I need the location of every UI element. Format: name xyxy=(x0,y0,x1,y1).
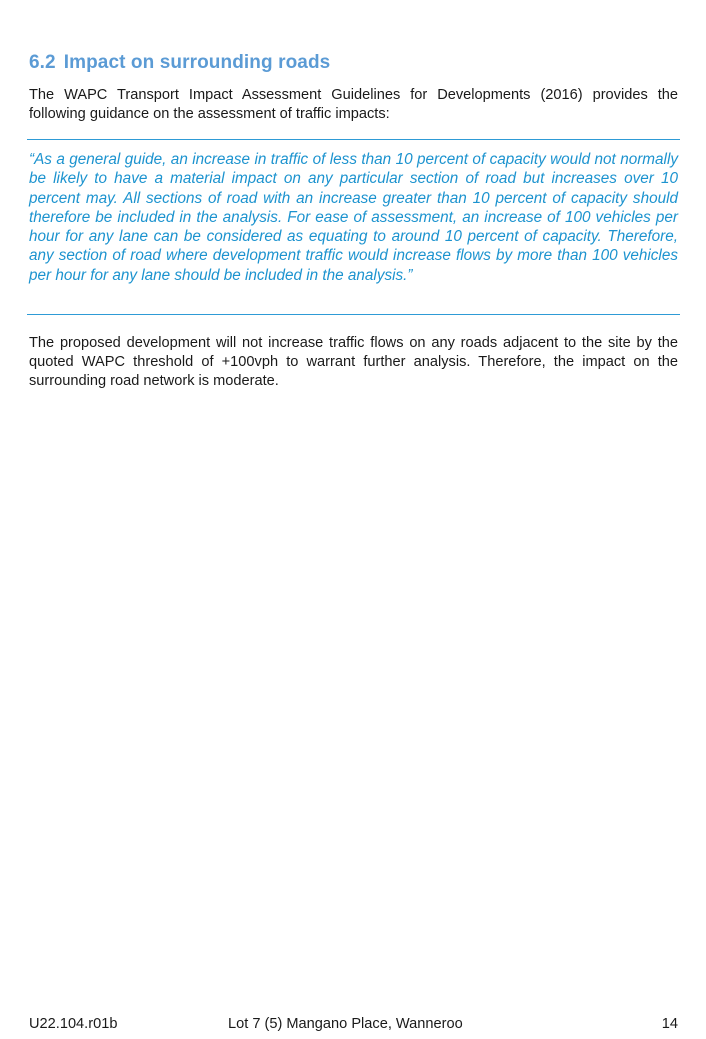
footer-project-title: Lot 7 (5) Mangano Place, Wanneroo xyxy=(228,1016,463,1032)
guideline-quote: “As a general guide, an increase in traffic of less than 10 percent of capacity would not normally be likely to have a material impact on any particular section of road but increases over 10 percent may. All sections of road with an increase greater than 10 percent of capacity should therefore be included in the analysis. For ease of assessment, an increase of 100 vehicles per hour for any lane can be considered as equating to around 10 percent of capacity. Therefore, any section of road where development traffic would increase flows by more than 100 vehicles per hour for any lane should be included in the analysis.” xyxy=(29,151,678,284)
quote-bottom-rule xyxy=(27,314,680,315)
footer-document-ref: U22.104.r01b xyxy=(29,1016,118,1032)
intro-paragraph: The WAPC Transport Impact Assessment Guidelines for Developments (2016) provides the following guidance on the assessment of traffic impacts: xyxy=(29,87,678,122)
section-heading xyxy=(29,52,330,74)
document-page xyxy=(29,0,678,1039)
section-title: Impact on surrounding roads xyxy=(63,52,331,73)
footer-page-number: 14 xyxy=(661,1016,678,1032)
quote-top-rule xyxy=(27,139,680,140)
section-number: 6.2 xyxy=(29,52,56,73)
conclusion-paragraph: The proposed development will not increase traffic flows on any roads adjacent to the site by the quoted WAPC threshold of +100vph to warrant further analysis. Therefore, the impact on the surrounding road network is moderate. xyxy=(29,335,678,389)
